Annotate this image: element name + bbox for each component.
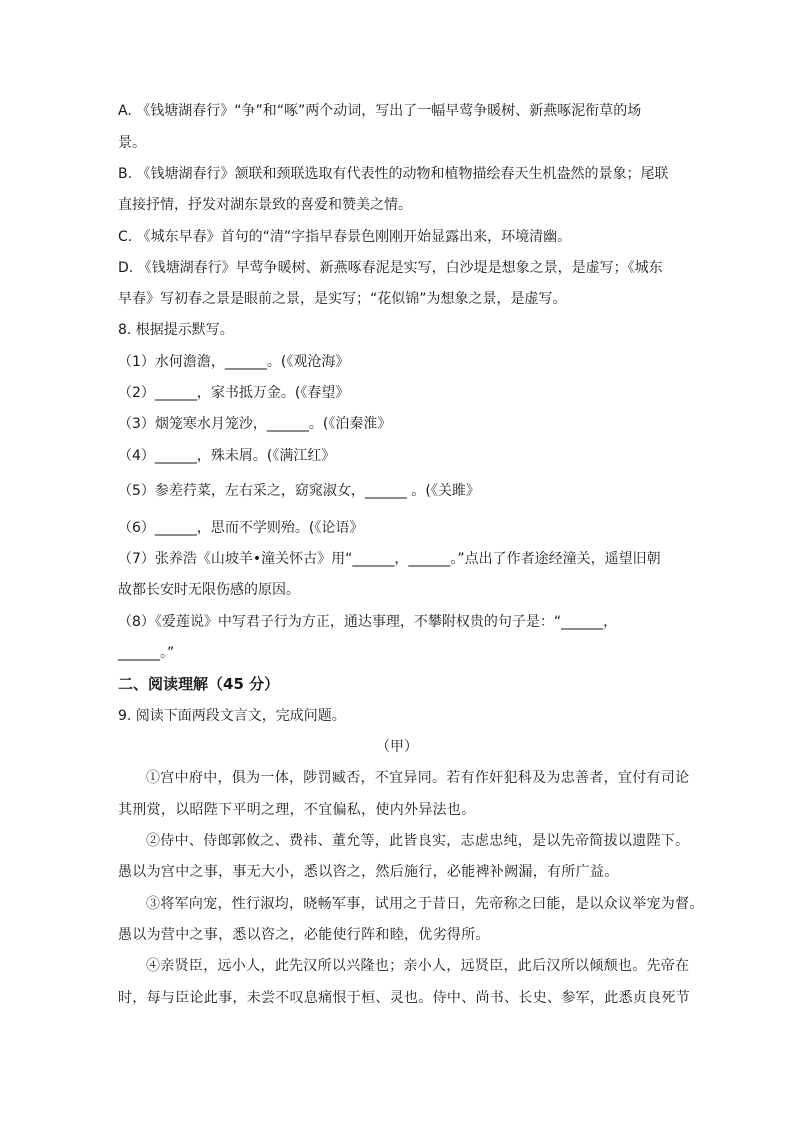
passage-para2-line1: ②侍中、侍郎郭攸之、费祎、董允等，此皆良实，志虑忠纯，是以先帝简拔以遗陛下。 [146,833,690,849]
passage-para1-line2: 其刑赏，以昭陛下平明之理，不宜偏私，使内外异法也。 [118,802,476,818]
dictation-6: （6）______，思而不学则殆。(《论语》 [118,520,364,536]
dictation-5: （5）参差荇菜，左右采之，窈窕淑女，______ 。(《关雎》 [118,483,480,499]
dictation-3: （3）烟笼寒水月笼沙，______。(《泊秦淮》 [118,416,392,432]
dictation-1: （1）水何澹澹，______。(《观沧海》 [118,354,350,370]
passage-para3-line1: ③将军向宠，性行淑均，晓畅军事，试用之于昔日，先帝称之曰能，是以众议举宠为督。 [146,896,704,912]
option-a-line2: 景。 [118,135,146,151]
passage-jia-label: （甲） [376,739,418,755]
section-heading: 二、阅读理解（45 分） [118,675,280,693]
dictation-7-line2: 故都长安时无限伤感的原因。 [118,582,300,598]
passage-para4-line1: ④亲贤臣，远小人，此先汉所以兴隆也；亲小人，远贤臣，此后汉所以倾颓也。先帝在 [146,958,690,974]
dictation-8-line1: （8）《爱莲说》中写君子行为方正，通达事理，不攀附权贵的句子是：“______， [118,614,618,630]
option-a-line1: A. 《钱塘湖春行》“争”和“啄”两个动词，写出了一幅早莺争暖树、新燕啄泥衔草的场 [118,103,642,119]
dictation-4: （4）______，殊未屑。(《满江红》 [118,448,336,464]
option-c: C. 《城东早春》首句的“清”字指早春景色刚刚开始显露出来，环境清幽。 [118,229,572,245]
dictation-2: （2）______，家书抵万金。(《春望》 [118,385,350,401]
option-d-line2: 早春》写初春之景是眼前之景，是实写；“花似锦”为想象之景，是虚写。 [118,291,567,307]
passage-para1-line1: ①宫中府中，俱为一体，陟罚臧否，不宜异同。若有作奸犯科及为忠善者，宜付有司论 [146,770,690,786]
option-b-line1: B. 《钱塘湖春行》颔联和颈联选取有代表性的动物和植物描绘春天生机盎然的景象；尾联 [118,166,669,182]
option-b-line2: 直接抒情，抒发对湖东景致的喜爱和赞美之情。 [118,197,412,213]
passage-para2-line2: 愚以为宫中之事，事无大小，悉以咨之，然后施行，必能裨补阙漏，有所广益。 [118,864,619,880]
dictation-7-line1: （7）张养浩《山坡羊•潼关怀古》用“______，______。”点出了作者途经潼关，遥望旧朝 [118,551,661,567]
question-8-title: 8. 根据提示默写。 [118,322,234,338]
option-d-line1: D. 《钱塘湖春行》早莺争暖树、新燕啄春泥是实写，白沙堤是想象之景，是虚写；《城东 [118,260,663,276]
passage-para4-line2: 时，每与臣论此事，未尝不叹息痛恨于桓、灵也。侍中、尚书、长史、参军，此悉贞良死节 [118,990,690,1006]
passage-para3-line2: 愚以为营中之事，悉以咨之，必能使行阵和睦，优劣得所。 [118,927,490,943]
dictation-8-line2: ______。” [118,645,175,661]
question-9-title: 9. 阅读下面两段文言文，完成问题。 [118,708,346,724]
